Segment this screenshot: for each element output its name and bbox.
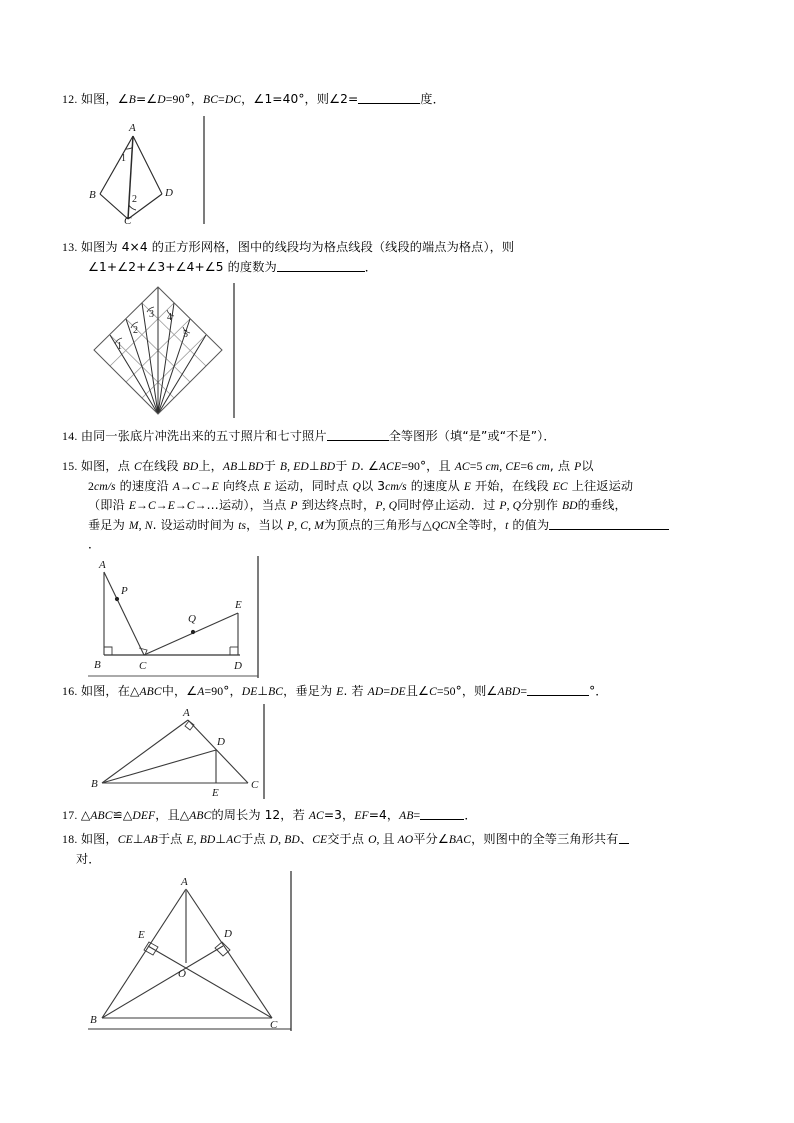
figure-q12-label-D: D <box>165 187 173 199</box>
figure-q13-label-1: 1 <box>117 341 122 352</box>
question-13-number: 13. <box>62 240 78 254</box>
question-12-block <box>62 90 752 110</box>
figure-q15 <box>88 556 260 678</box>
figure-q18 <box>88 871 293 1049</box>
question-18-number: 18. <box>62 832 78 846</box>
figure-q16-label-A: A <box>183 707 190 719</box>
figure-q13-label-2: 2 <box>133 325 138 336</box>
figure-q15-label-A: A <box>99 559 106 571</box>
figure-q15-point-Q <box>191 630 195 634</box>
figure-q16-label-E: E <box>212 787 219 799</box>
question-15-text-line5: ． <box>88 537 101 551</box>
figure-q18-label-B: B <box>90 1014 97 1026</box>
q14-answer-blank[interactable] <box>327 429 389 441</box>
q18-answer-blank[interactable] <box>619 832 629 844</box>
figure-q18-label-C: C <box>270 1019 278 1031</box>
question-13-text-line2: ∠1+∠2+∠3+∠4+∠5 的度数为 ． <box>88 259 378 274</box>
question-12-number: 12. <box>62 92 78 106</box>
figure-q16-label-B: B <box>91 778 98 790</box>
question-15-number: 15. <box>62 459 78 473</box>
q12-answer-blank[interactable] <box>358 92 420 104</box>
figure-q18-label-E: E <box>138 929 145 941</box>
question-18-text-line2: 对． <box>76 851 101 866</box>
figure-q12-label-C: C <box>124 215 132 224</box>
figure-q13-label-4: 4 <box>167 312 172 323</box>
figure-q18-label-O: O <box>178 968 186 980</box>
figure-q15-point-P <box>115 597 119 601</box>
figure-q15-label-E: E <box>235 599 242 611</box>
question-17-text: 17. △ABC≌△DEF，且△ABC的周长为 12，若 AC=3，EF=4，AB= ． <box>62 808 477 822</box>
question-17-block <box>62 806 752 826</box>
question-15-text-line4: 垂足为 M, N. 设运动时间为 ts，当以 P, C, M为顶点的三角形与△QCN全等时，t 的值为 <box>62 516 752 536</box>
question-18-text-line1: 18. 如图，CE⊥AB于点 E, BD⊥AC于点 D, BD、CE交于点 O, 且 AO平分∠BAC，则图中的全等三角形共有 <box>62 830 752 850</box>
question-15-text-line2: 2cm/s 的速度沿 A→C→E 向终点 E 运动，同时点 Q以 3cm/s 的速度从 E 开始，在线段 EC 上往返运动 <box>88 478 634 493</box>
question-14-block <box>62 427 752 447</box>
figure-q16-label-C: C <box>251 779 259 791</box>
figure-q13-label-5: 5 <box>183 329 188 340</box>
question-15-text-line3: （即沿 E→C→E→C→…运动），当点 P 到达终点时，P, Q同时停止运动．过 P, Q分别作 BD的垂线， <box>88 498 627 512</box>
question-18-block <box>62 830 752 869</box>
question-14-number: 14. <box>62 429 78 443</box>
question-13-block <box>62 238 752 277</box>
q17-answer-blank[interactable] <box>420 808 464 820</box>
q15-answer-blank[interactable] <box>549 518 669 530</box>
figure-q15-label-C: C <box>139 660 147 672</box>
figure-q12 <box>88 116 206 224</box>
q16-answer-blank[interactable] <box>527 684 589 696</box>
question-15-block <box>62 457 752 555</box>
figure-q12-label-2: 2 <box>132 194 137 205</box>
question-17-number: 17. <box>62 808 78 822</box>
question-15-text-line1: 15. 如图，点 C在线段 BD上，AB⊥BD于 B, ED⊥BD于 D. ∠ACE=90°，且 AC=5 cm, CE=6 cm, 点 P以 <box>62 459 594 473</box>
question-12-text: 12. 如图，∠B=∠D=90°，BC=DC，∠1=40°，则∠2= 度． <box>62 92 445 106</box>
figure-q18-label-A: A <box>181 876 188 888</box>
figure-q12-label-B: B <box>89 189 96 201</box>
question-16-number: 16. <box>62 684 78 698</box>
figure-q13-label-3: 3 <box>149 309 154 320</box>
question-13-text-line1: 13. 如图为 4×4 的正方形网格，图中的线段均为格点线段（线段的端点为格点），则 <box>62 240 515 254</box>
figure-q16-label-D: D <box>217 736 225 748</box>
figure-q15-label-Q: Q <box>188 613 196 625</box>
figure-q15-label-D: D <box>234 660 242 672</box>
figure-q15-label-B: B <box>94 659 101 671</box>
figure-q15-label-P: P <box>121 585 128 597</box>
figure-q12-label-A: A <box>129 122 136 134</box>
figure-q13 <box>88 283 236 418</box>
figure-q16 <box>88 704 266 799</box>
question-16-block <box>62 682 752 702</box>
figure-q18-label-D: D <box>224 928 232 940</box>
question-14-text: 14. 由同一张底片冲洗出来的五寸照片和七寸照片 全等图形（填“是”或“不是”）． <box>62 429 556 443</box>
figure-q12-label-1: 1 <box>121 153 126 164</box>
question-16-text: 16. 如图，在△ABC中，∠A=90°，DE⊥BC，垂足为 E. 若 AD=DE且∠C=50°，则∠ABD= °． <box>62 684 608 698</box>
q13-answer-blank[interactable] <box>277 260 365 272</box>
